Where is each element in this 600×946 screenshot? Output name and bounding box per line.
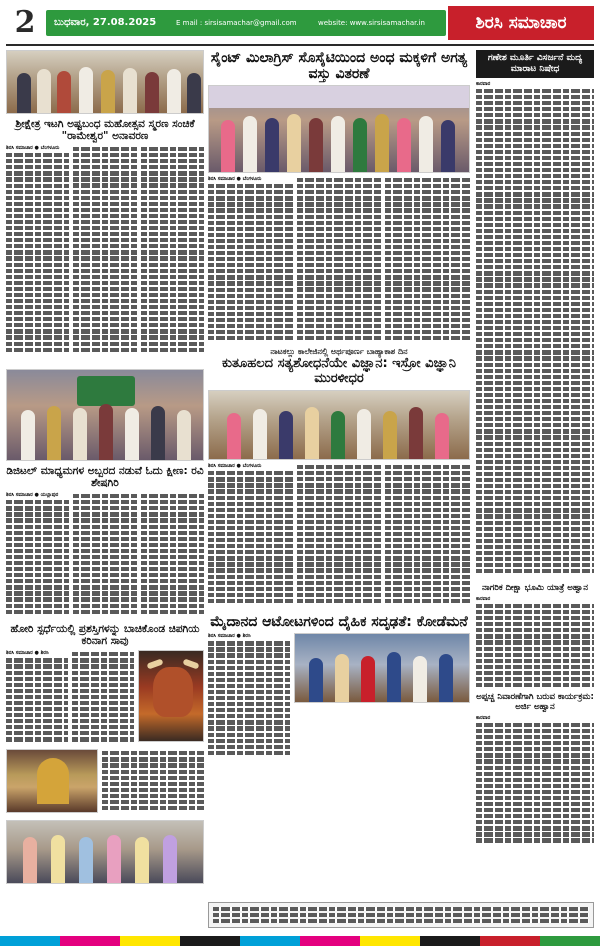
article-byline: ಶಿರಸಿ ಸಮಾಚಾರ ● ಶಿರಸಿ (208, 633, 251, 640)
color-swatch (0, 936, 60, 946)
text-column (385, 463, 470, 611)
article-headline: ಶ್ರೀಕ್ಷೇತ್ರ ಇಟಗಿ ಅಷ್ಟಬಂಧ ಮಹೋತ್ಸವ ಸ್ಮರಣ ಸಂಚಿಕೆ "ರಾಮೇಶ್ವರ" ಅನಾವರಣ (15, 118, 195, 143)
article-photo (6, 820, 204, 884)
text-column (385, 176, 470, 344)
article-photo (6, 749, 98, 813)
text-column (73, 145, 136, 365)
text-column (73, 492, 136, 620)
text-column (6, 145, 69, 365)
article-byline: ಕಾರವಾರ (476, 81, 491, 87)
color-swatch (60, 936, 120, 946)
text-column (102, 749, 204, 817)
issue-date: ಬುಧವಾರ, 27.08.2025 (54, 17, 157, 28)
article-byline: ಶಿರಸಿ ಸಮಾಚಾರ ● ಶಿರಸಿ (6, 650, 49, 657)
article-photo (138, 650, 204, 742)
article-body (6, 145, 204, 365)
color-swatch (180, 936, 240, 946)
text-column (208, 633, 290, 763)
article-body (6, 749, 204, 817)
left-column (6, 50, 204, 930)
article-headline: ಹೋರಿ ಸ್ಪರ್ಧೆಯಲ್ಲಿ ಪ್ರಶಸ್ತಿಗಳನ್ನು ಬಾಚಿಕೊಂಡ ಚಿಪಗಿಯ ಕರಿನಾಗ ಸಾವು (10, 623, 200, 648)
article-byline: ಕಾರವಾರ (476, 596, 491, 602)
article-photo (6, 50, 204, 114)
article-body (208, 633, 470, 763)
color-swatch (360, 936, 420, 946)
website-link[interactable]: website: www.sirsisamachar.in (318, 19, 425, 27)
text-column (297, 463, 382, 611)
article-headline: ಮೈದಾನದ ಆಟೋಟಗಳಿಂದ ದೈಹಿಕ ಸದೃಢತೆ: ಕೋಡೆಮನೆ (210, 614, 468, 631)
text-column (297, 176, 382, 344)
page-header (6, 6, 594, 40)
footer-notice (208, 902, 594, 928)
article-photo (208, 85, 470, 173)
text-column (6, 492, 69, 620)
article-kicker: ನಾಟಕಲ್ಲು ಕಾಲೇಜಿನಲ್ಲಿ ಅರ್ಥಪೂರ್ಣ ಬಾಹ್ಯಾಕಾಶ ದಿನ (270, 347, 408, 357)
color-swatch (300, 936, 360, 946)
page-number: 2 (14, 5, 36, 40)
article-headline: ಕುತೂಹಲದ ಸತ್ಯಶೋಧನೆಯೇ ವಿಜ್ಞಾನ: ಇಸ್ರೋ ವಿಜ್ಞಾನಿ ಮುರಳೀಧರ (222, 356, 456, 387)
text-column (72, 650, 134, 746)
text-column (208, 176, 293, 344)
article-byline: ಶಿರಸಿ ಸಮಾಚಾರ ● ಬೆಂಗಳೂರು (208, 176, 262, 183)
article-headline: ಗಣೇಶ ಮೂರ್ತಿ ವಿಸರ್ಜನೆ ಮದ್ಯ ಮಾರಾಟ ನಿಷೇಧ (476, 50, 594, 78)
text-column (208, 463, 293, 611)
article-body (6, 650, 204, 746)
text-column (476, 81, 594, 579)
color-swatch (420, 936, 480, 946)
text-column (141, 492, 204, 620)
right-column (476, 50, 594, 930)
color-swatch (120, 936, 180, 946)
middle-column (208, 50, 470, 930)
article-byline: ಶಿರಸಿ ಸಮಾಚಾರ ● ಬೆಂಗಳೂರು (208, 463, 262, 470)
header-bar (46, 10, 446, 36)
color-swatch (240, 936, 300, 946)
article-body (6, 492, 204, 620)
email-contact: E mail : sirsisamachar@gmail.com (176, 19, 297, 27)
newspaper-masthead: ಶಿರಸಿ ಸಮಾಚಾರ (448, 6, 594, 40)
article-byline: ಕಾರವಾರ (476, 715, 491, 721)
article-headline: ಡಿಜಿಟಲ್ ಮಾಧ್ಯಮಗಳ ಅಬ್ಬರದ ನಡುವೆ ಓದು ಕ್ಷೀಣ: ರವಿ ಶೇಷಗಿರಿ (6, 465, 204, 490)
article-photo (294, 633, 470, 703)
notice-text (209, 903, 593, 927)
text-column (476, 596, 594, 688)
print-color-strip (0, 936, 600, 946)
text-column (141, 145, 204, 365)
text-column (476, 715, 594, 845)
text-column (6, 650, 68, 746)
article-body (208, 463, 470, 611)
article-photo (208, 390, 470, 460)
article-byline: ಶಿರಸಿ ಸಮಾಚಾರ ● ಯಲ್ಲಾಪುರ (6, 492, 59, 499)
header-rule (6, 44, 594, 46)
article-byline: ಶಿರಸಿ ಸಮಾಚಾರ ● ಬೆಂಗಳೂರು (6, 145, 60, 152)
article-headline: ನಾಗರಿಕ ದೀಕ್ಷಾ ಭೂಮಿ ಯಾತ್ರೆ ಅಹ್ವಾನ (482, 583, 588, 593)
color-swatch (540, 936, 600, 946)
article-headline: ಸೈಂಟ್ ಮಿಲಾಗ್ರಿಸ್ ಸೊಸೈಟಿಯಿಂದ ಅಂಧ ಮಕ್ಕಳಿಗೆ ಅಗತ್ಯ ವಸ್ತು ವಿತರಣೆ (210, 50, 468, 83)
article-headline: ಅಪ್ಪಚ್ಚ ನಿವಾರಣೆಗಾಗಿ ಬರುವ ಕಾರ್ಯಕ್ರಮ: ಅರ್ಜಿ ಅಹ್ವಾನ (476, 692, 594, 712)
color-swatch (480, 936, 540, 946)
article-body (208, 176, 470, 344)
article-photo (6, 369, 204, 461)
